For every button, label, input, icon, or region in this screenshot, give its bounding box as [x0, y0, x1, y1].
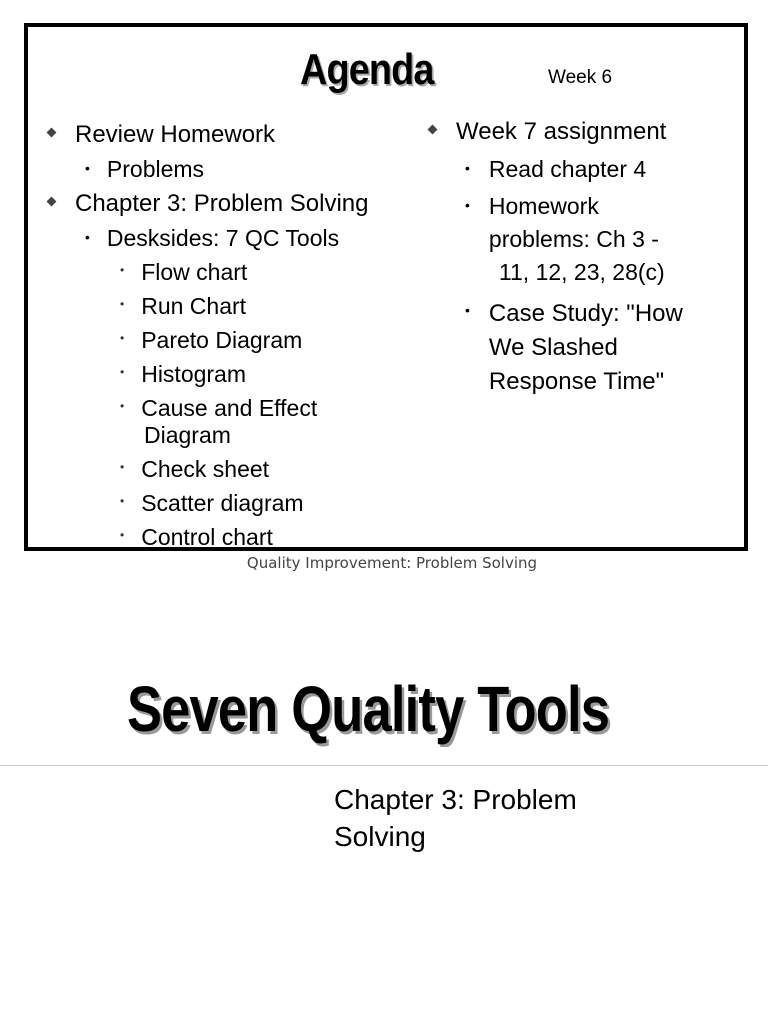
tool-label: Scatter diagram: [141, 490, 304, 516]
list-item: [465, 192, 665, 286]
list-item-continuation: [144, 421, 231, 449]
list-item: [48, 190, 368, 218]
tool-label: Control chart: [141, 524, 273, 550]
bullet-dot-icon: •: [465, 302, 470, 318]
agenda-slide: [24, 23, 748, 551]
list-item: [48, 121, 275, 149]
bullet-dot-icon: •: [85, 229, 90, 245]
tool-label: Cause and Effect: [141, 395, 318, 421]
subtitle-line: Chapter 3: Problem: [334, 784, 577, 815]
list-item: [120, 360, 246, 388]
list-item: [85, 224, 339, 252]
list-item: [120, 292, 246, 320]
bullet-dot-icon: •: [120, 331, 125, 345]
item-line: We Slashed: [488, 334, 618, 361]
bullet-dot-icon: •: [120, 297, 125, 311]
item-line: Case Study: "How: [488, 300, 683, 327]
bullet-dot-icon: •: [120, 263, 125, 277]
item-label: Chapter 3: Problem Solving: [75, 190, 369, 217]
list-item: [120, 394, 317, 422]
tool-label: Check sheet: [141, 456, 270, 482]
bullet-dot-icon: •: [465, 160, 470, 176]
list-item: [465, 297, 683, 399]
slide-caption: Quality Improvement: Problem Solving: [246, 554, 538, 572]
item-line: Homework: [488, 193, 599, 219]
tool-label: Histogram: [141, 361, 247, 387]
list-item: [465, 155, 646, 183]
diamond-bullet-icon: [428, 125, 438, 135]
bullet-dot-icon: •: [465, 197, 470, 213]
week-label: Week 6: [548, 67, 613, 88]
agenda-title: Agenda: [300, 45, 434, 94]
list-item: [120, 258, 247, 286]
list-item: [429, 118, 666, 146]
subtitle-line: Solving: [334, 821, 426, 852]
bullet-dot-icon: •: [120, 399, 125, 413]
tool-label: Diagram: [144, 422, 231, 448]
item-label: Desksides: 7 QC Tools: [106, 225, 340, 251]
diamond-bullet-icon: [47, 197, 57, 207]
item-label: [489, 297, 683, 399]
bullet-dot-icon: •: [120, 494, 125, 508]
item-label: Problems: [106, 156, 205, 182]
item-label: Week 7 assignment: [456, 118, 667, 145]
bullet-dot-icon: •: [85, 160, 90, 176]
diamond-bullet-icon: [47, 128, 57, 138]
slide-title: Seven Quality Tools: [127, 673, 610, 745]
item-line: problems: Ch 3 -: [488, 226, 659, 252]
list-item: [120, 489, 304, 517]
list-item: [120, 455, 269, 483]
list-item: [120, 326, 302, 354]
tool-label: Run Chart: [141, 293, 247, 319]
item-line: 11, 12, 23, 28(c): [498, 259, 665, 285]
bullet-dot-icon: •: [120, 365, 125, 379]
divider-line: [0, 765, 768, 766]
tool-label: Flow chart: [141, 259, 248, 285]
item-label: Read chapter 4: [488, 156, 647, 182]
slide-subtitle: [334, 781, 694, 855]
list-item: [85, 155, 204, 183]
list-item: [120, 523, 273, 551]
bullet-dot-icon: •: [120, 528, 125, 542]
bullet-dot-icon: •: [120, 460, 125, 474]
item-label: Review Homework: [75, 121, 276, 148]
item-line: Response Time": [488, 368, 665, 395]
tool-label: Pareto Diagram: [141, 327, 303, 353]
item-label: [489, 192, 665, 286]
